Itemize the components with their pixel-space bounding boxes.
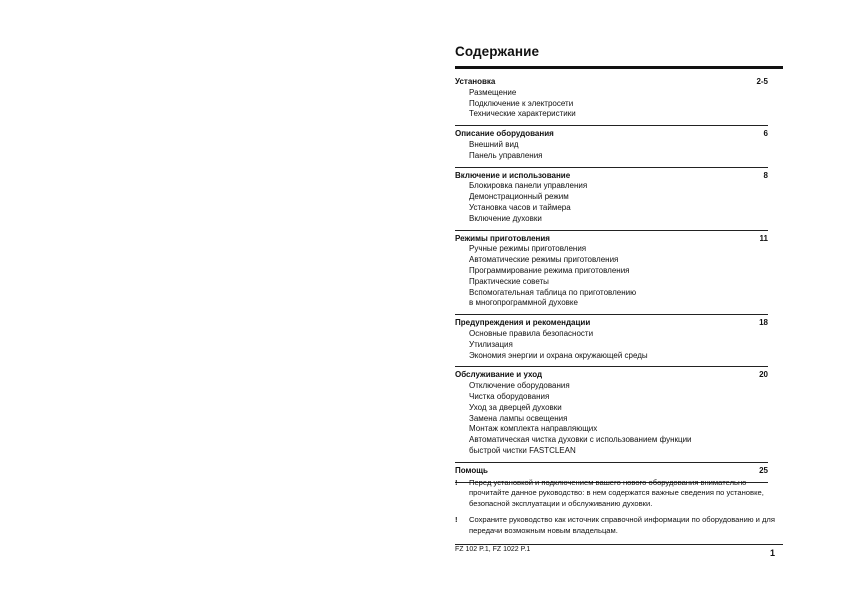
toc-section-page: 6 (763, 129, 768, 139)
note-text: Перед установкой и подключением вашего нового оборудования внимательно прочитайте данное руководство: в нем содержатся важные сведения по установке, безопасной эксплуатации и обслуживанию духовки. (469, 478, 764, 508)
toc-item: Отключение оборудования (469, 381, 570, 391)
toc-item: Демонстрационный режим (469, 192, 569, 202)
toc-section (455, 231, 768, 316)
toc-section (455, 168, 768, 231)
toc-item: Вспомогательная таблица по приготовлению (469, 287, 637, 297)
toc-item: Чистка оборудования (469, 391, 550, 401)
toc-section (455, 74, 768, 126)
toc-section-heading-row (455, 234, 768, 245)
toc-section-heading-row (455, 318, 768, 329)
toc-section-title: Режимы приготовления (455, 233, 550, 243)
toc-item: Основные правила безопасности (469, 328, 594, 338)
toc-item: Размещение (469, 87, 517, 97)
toc-section-heading-row (455, 466, 768, 477)
toc-item: Замена лампы освещения (469, 413, 568, 423)
toc-item: Установка часов и таймера (469, 202, 571, 212)
toc-item: Внешний вид (469, 139, 519, 149)
toc-item: Блокировка панели управления (469, 181, 588, 191)
table-of-contents (455, 74, 768, 483)
toc-section (455, 367, 768, 462)
notes (455, 478, 785, 542)
toc-section-title: Описание оборудования (455, 129, 554, 139)
toc-item: Утилизация (469, 339, 513, 349)
toc-item: Включение духовки (469, 213, 542, 223)
note-mark: ! (455, 478, 458, 487)
toc-section-page: 25 (759, 465, 768, 475)
toc-item: Технические характеристики (469, 109, 576, 119)
page-title: Содержание (455, 44, 540, 59)
note (455, 478, 785, 509)
toc-item: Ручные режимы приготовления (469, 244, 587, 254)
toc-section (455, 315, 768, 367)
toc-item: Автоматические режимы приготовления (469, 255, 619, 265)
toc-section-title: Включение и использование (455, 170, 571, 180)
toc-section-heading-row (455, 77, 768, 88)
toc-section-title: Помощь (455, 465, 488, 475)
toc-item: Уход за дверцей духовки (469, 402, 562, 412)
toc-section-title: Установка (455, 77, 496, 86)
toc-section-heading-row (455, 171, 768, 182)
toc-item: быстрой чистки FASTCLEAN (469, 445, 576, 455)
toc-item: Подключение к электросети (469, 98, 574, 108)
toc-item: Программирование режима приготовления (469, 265, 630, 275)
toc-section-title: Обслуживание и уход (455, 370, 543, 380)
toc-item: Панель управления (469, 150, 543, 160)
toc-section-heading-row (455, 129, 768, 140)
note (455, 515, 785, 536)
toc-item: Экономия энергии и охрана окружающей среды (469, 350, 648, 360)
model-code: FZ 102 P.1, FZ 1022 P.1 (455, 546, 531, 553)
page-number: 1 (770, 548, 776, 558)
toc-section (455, 126, 768, 167)
toc-section-page: 18 (759, 318, 768, 328)
note-mark: ! (455, 515, 458, 525)
toc-item: Практические советы (469, 276, 549, 286)
toc-item: в многопрограммной духовке (469, 298, 578, 308)
toc-item: Автоматическая чистка духовки с использованием функции (469, 435, 692, 445)
toc-section-page: 8 (763, 170, 768, 180)
note-text: Сохраните руководство как источник справочной информации по оборудованию и для передачи возможным новым владельцам. (469, 515, 775, 535)
toc-section-heading-row (455, 370, 768, 381)
toc-item: Монтаж комплекта направляющих (469, 424, 598, 434)
footer-divider (455, 544, 783, 545)
toc-section-page: 20 (759, 370, 768, 380)
title-divider (455, 66, 783, 69)
toc-section-page: 11 (759, 233, 768, 243)
toc-section-title: Предупреждения и рекомендации (455, 318, 591, 328)
toc-section-page: 2-5 (756, 77, 768, 86)
